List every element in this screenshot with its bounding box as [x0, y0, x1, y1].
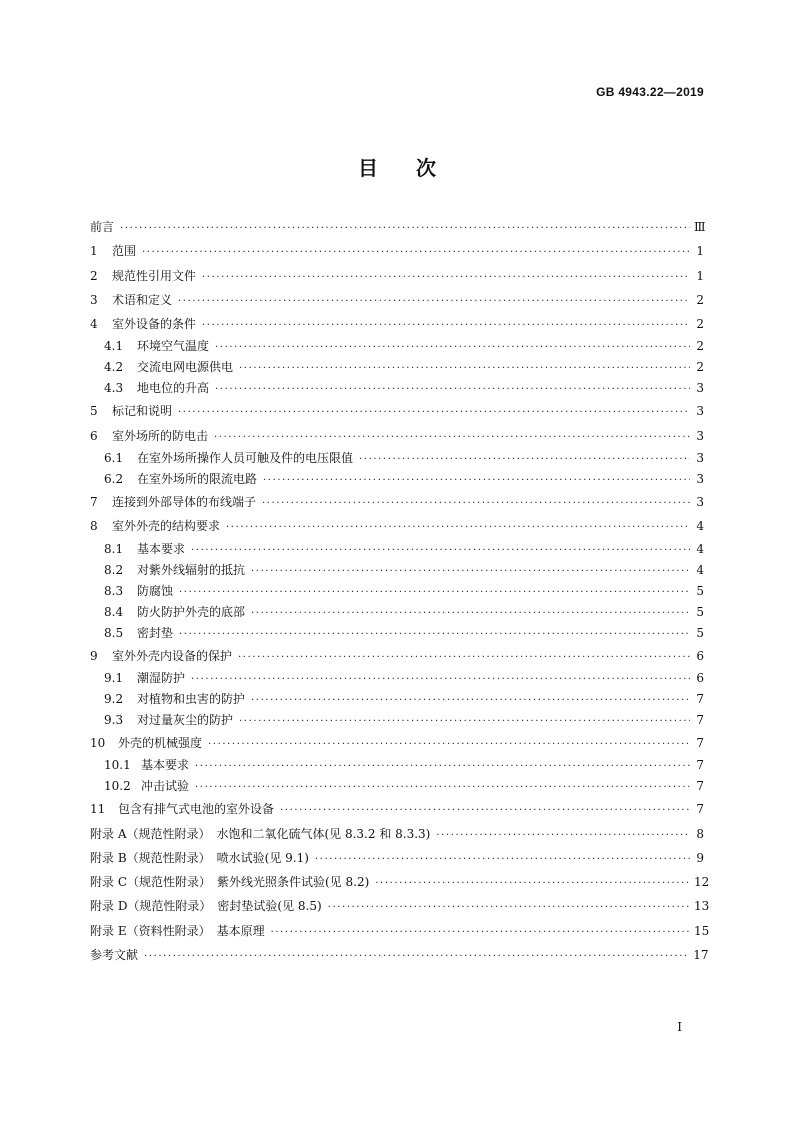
toc-leader-dots — [251, 690, 690, 711]
toc-entry-page: 4 — [696, 562, 704, 577]
toc-entry[interactable] — [90, 312, 704, 336]
toc-entry-label: 室外场所的防电击 — [112, 428, 209, 443]
toc-entry-number: 6.2 — [104, 472, 124, 487]
toc-leader-dots — [359, 449, 690, 470]
toc-entry-page: 1 — [696, 244, 704, 259]
toc-leader-dots — [142, 241, 690, 265]
toc-entry-number: 8 — [90, 519, 98, 534]
toc-entry[interactable] — [90, 797, 704, 821]
toc-entry-page: 7 — [696, 691, 704, 706]
toc-entry-label: 室外外壳内设备的保护 — [112, 648, 233, 663]
toc-entry[interactable] — [90, 623, 704, 644]
toc-leader-dots — [251, 561, 690, 582]
toc-entry-number: 10 — [90, 735, 106, 750]
toc-leader-dots — [195, 777, 690, 798]
toc-leader-dots — [315, 848, 690, 872]
toc-entry[interactable] — [90, 822, 704, 846]
toc-leader-dots — [263, 470, 690, 491]
toc-entry-page: 3 — [696, 451, 704, 466]
toc-leader-dots — [120, 217, 690, 241]
toc-entry-label: 防腐蚀 — [137, 583, 174, 598]
toc-entry-label: 基本要求 — [137, 541, 186, 556]
toc-entry[interactable] — [90, 668, 704, 689]
toc-entry[interactable] — [90, 894, 710, 918]
toc-entry-page: 1 — [696, 268, 704, 283]
toc-entry[interactable] — [90, 602, 704, 623]
toc-entry-label: 在室外场所操作人员可触及件的电压限值 — [137, 451, 354, 466]
toc-entry[interactable] — [90, 215, 704, 239]
toc-entry-page: 2 — [696, 317, 704, 332]
toc-entry-label: 附录 D（规范性附录） 密封垫试验(见 8.5) — [90, 899, 322, 914]
toc-entry-number: 7 — [90, 495, 98, 510]
toc-leader-dots — [226, 516, 690, 540]
toc-entry-number: 6 — [90, 428, 98, 443]
toc-entry[interactable] — [90, 336, 704, 357]
toc-entry-label: 附录 E（资料性附录） 基本原理 — [90, 923, 265, 938]
toc-entry-label: 潮湿防护 — [137, 670, 186, 685]
toc-entry-number: 10.2 — [104, 779, 131, 794]
toc-entry-page: 13 — [694, 899, 710, 914]
toc-entry-label: 连接到外部导体的布线端子 — [112, 495, 257, 510]
toc-leader-dots — [262, 492, 690, 516]
toc-entry-number: 4.2 — [104, 360, 124, 375]
toc-entry-page: 4 — [696, 519, 704, 534]
toc-entry-page: 4 — [696, 541, 704, 556]
toc-entry-number: 9 — [90, 648, 98, 663]
toc-leader-dots — [375, 872, 690, 896]
toc-entry-label: 地电位的升高 — [137, 381, 210, 396]
toc-entry[interactable] — [90, 448, 704, 469]
toc-entry-page: 3 — [696, 404, 704, 419]
toc-leader-dots — [436, 824, 690, 848]
toc-entry[interactable] — [90, 644, 704, 668]
toc-leader-dots — [328, 896, 690, 920]
toc-leader-dots — [238, 646, 690, 670]
toc-leader-dots — [202, 314, 690, 338]
toc-leader-dots — [214, 426, 690, 450]
toc-leader-dots — [202, 266, 690, 290]
toc-entry[interactable] — [90, 424, 704, 448]
toc-entry-label: 规范性引用文件 — [112, 268, 197, 283]
toc-leader-dots — [178, 290, 690, 314]
toc-entry-page: 3 — [696, 381, 704, 396]
toc-entry[interactable] — [90, 239, 704, 263]
toc-entry[interactable] — [90, 469, 704, 490]
toc-leader-dots — [191, 540, 690, 561]
toc-entry-number: 8.5 — [104, 625, 124, 640]
toc-entry-number: 8.4 — [104, 604, 124, 619]
toc-entry-label: 范围 — [112, 244, 137, 259]
toc-entry-label: 交流电网电源供电 — [137, 360, 234, 375]
toc-entry-page: 2 — [696, 292, 704, 307]
toc-leader-dots — [208, 733, 690, 757]
toc-entry[interactable] — [90, 755, 704, 776]
toc-entry-number: 9.2 — [104, 691, 124, 706]
toc-entry-label: 术语和定义 — [112, 292, 173, 307]
toc-entry-page: 7 — [696, 802, 704, 817]
toc-entry-number: 11 — [90, 802, 106, 817]
toc-entry-label: 室外设备的条件 — [112, 317, 197, 332]
toc-entry[interactable] — [90, 689, 704, 710]
toc-entry[interactable] — [90, 560, 704, 581]
toc-entry-label: 室外外壳的结构要求 — [112, 519, 221, 534]
toc-entry-label: 对植物和虫害的防护 — [137, 691, 246, 706]
toc-entry-number: 8.3 — [104, 583, 124, 598]
standard-code: GB 4943.22—2019 — [596, 85, 704, 99]
toc-entry-page: 2 — [696, 360, 704, 375]
toc-entry-number: 10.1 — [104, 758, 131, 773]
toc-leader-dots — [178, 401, 690, 425]
toc-entry[interactable] — [90, 731, 704, 755]
toc-entry-label: 包含有排气式电池的室外设备 — [118, 802, 275, 817]
toc-entry-page: 17 — [693, 948, 709, 963]
toc-entry[interactable] — [90, 581, 704, 602]
toc-entry-label: 参考文献 — [90, 948, 139, 963]
toc-entry-number: 9.3 — [104, 712, 124, 727]
toc-entry-label: 在室外场所的限流电路 — [137, 472, 258, 487]
toc-entry-page: 5 — [696, 583, 704, 598]
toc-entry-number: 1 — [90, 244, 98, 259]
toc-entry[interactable] — [90, 514, 704, 538]
toc-entry-label: 附录 A（规范性附录） 水饱和二氧化硫气体(见 8.3.2 和 8.3.3) — [90, 826, 431, 841]
toc-entry[interactable] — [90, 288, 704, 312]
toc-entry[interactable] — [90, 490, 704, 514]
toc-leader-dots — [239, 358, 690, 379]
toc-entry-page: 6 — [696, 648, 704, 663]
toc-entry[interactable] — [90, 357, 704, 378]
toc-entry-page: 3 — [696, 495, 704, 510]
footer-page-number: I — [677, 1020, 682, 1034]
toc-entry-label: 对过量灰尘的防护 — [137, 712, 234, 727]
toc-entry-number: 8.1 — [104, 541, 124, 556]
toc-entry-page: 5 — [696, 604, 704, 619]
toc-entry-page: 12 — [694, 875, 710, 890]
toc-entry-page: 9 — [696, 850, 704, 865]
toc-leader-dots — [179, 582, 690, 603]
toc-leader-dots — [280, 799, 690, 823]
toc-entry-label: 附录 B（规范性附录） 喷水试验(见 9.1) — [90, 850, 309, 865]
toc-entry[interactable] — [90, 776, 704, 797]
toc-entry[interactable] — [90, 264, 704, 288]
toc-entry[interactable] — [90, 378, 704, 399]
toc-entry[interactable] — [90, 870, 710, 894]
toc-entry-label: 密封垫 — [137, 625, 174, 640]
toc-entry-page: 7 — [696, 735, 704, 750]
toc-leader-dots — [179, 624, 690, 645]
toc-entry-number: 5 — [90, 404, 98, 419]
toc-entry-label: 防火防护外壳的底部 — [137, 604, 246, 619]
toc-entry-number: 3 — [90, 292, 98, 307]
toc-entry[interactable] — [90, 710, 704, 731]
toc-leader-dots — [144, 945, 689, 969]
toc-entry[interactable] — [90, 846, 704, 870]
toc-entry-page: 7 — [696, 758, 704, 773]
toc-leader-dots — [215, 337, 690, 358]
toc-entry-number: 4 — [90, 317, 98, 332]
toc-entry-page: 2 — [696, 339, 704, 354]
table-of-contents — [90, 215, 710, 967]
toc-entry-label: 外壳的机械强度 — [118, 735, 203, 750]
toc-leader-dots — [191, 669, 690, 690]
toc-leader-dots — [195, 756, 690, 777]
toc-entry-number: 8.2 — [104, 562, 124, 577]
toc-entry[interactable] — [90, 399, 704, 423]
toc-entry-page: 6 — [696, 670, 704, 685]
toc-entry[interactable] — [90, 943, 709, 967]
toc-entry-page: 8 — [696, 826, 704, 841]
toc-entry-page: 15 — [694, 923, 710, 938]
toc-entry-number: 4.1 — [104, 339, 124, 354]
page-title: 目次 — [358, 156, 474, 180]
toc-entry-page: Ⅲ — [694, 220, 706, 234]
toc-entry-number: 9.1 — [104, 670, 124, 685]
toc-entry-label: 环境空气温度 — [137, 339, 210, 354]
toc-entry-page: 7 — [696, 712, 704, 727]
toc-entry-label: 标记和说明 — [112, 404, 173, 419]
toc-entry-label: 附录 C（规范性附录） 紫外线光照条件试验(见 8.2) — [90, 875, 370, 890]
toc-leader-dots — [239, 711, 690, 732]
toc-entry[interactable] — [90, 919, 710, 943]
toc-entry-page: 3 — [696, 428, 704, 443]
toc-entry-label: 对紫外线辐射的抵抗 — [137, 562, 246, 577]
toc-entry-number: 4.3 — [104, 381, 124, 396]
toc-leader-dots — [251, 603, 690, 624]
toc-entry-label: 基本要求 — [141, 758, 190, 773]
toc-leader-dots — [271, 921, 690, 945]
toc-entry[interactable] — [90, 539, 704, 560]
toc-entry-label: 冲击试验 — [141, 779, 190, 794]
toc-entry-number: 2 — [90, 268, 98, 283]
toc-entry-page: 7 — [696, 779, 704, 794]
toc-entry-page: 5 — [696, 625, 704, 640]
toc-entry-label: 前言 — [90, 220, 115, 234]
toc-leader-dots — [215, 379, 690, 400]
toc-entry-page: 3 — [696, 472, 704, 487]
toc-entry-number: 6.1 — [104, 451, 124, 466]
